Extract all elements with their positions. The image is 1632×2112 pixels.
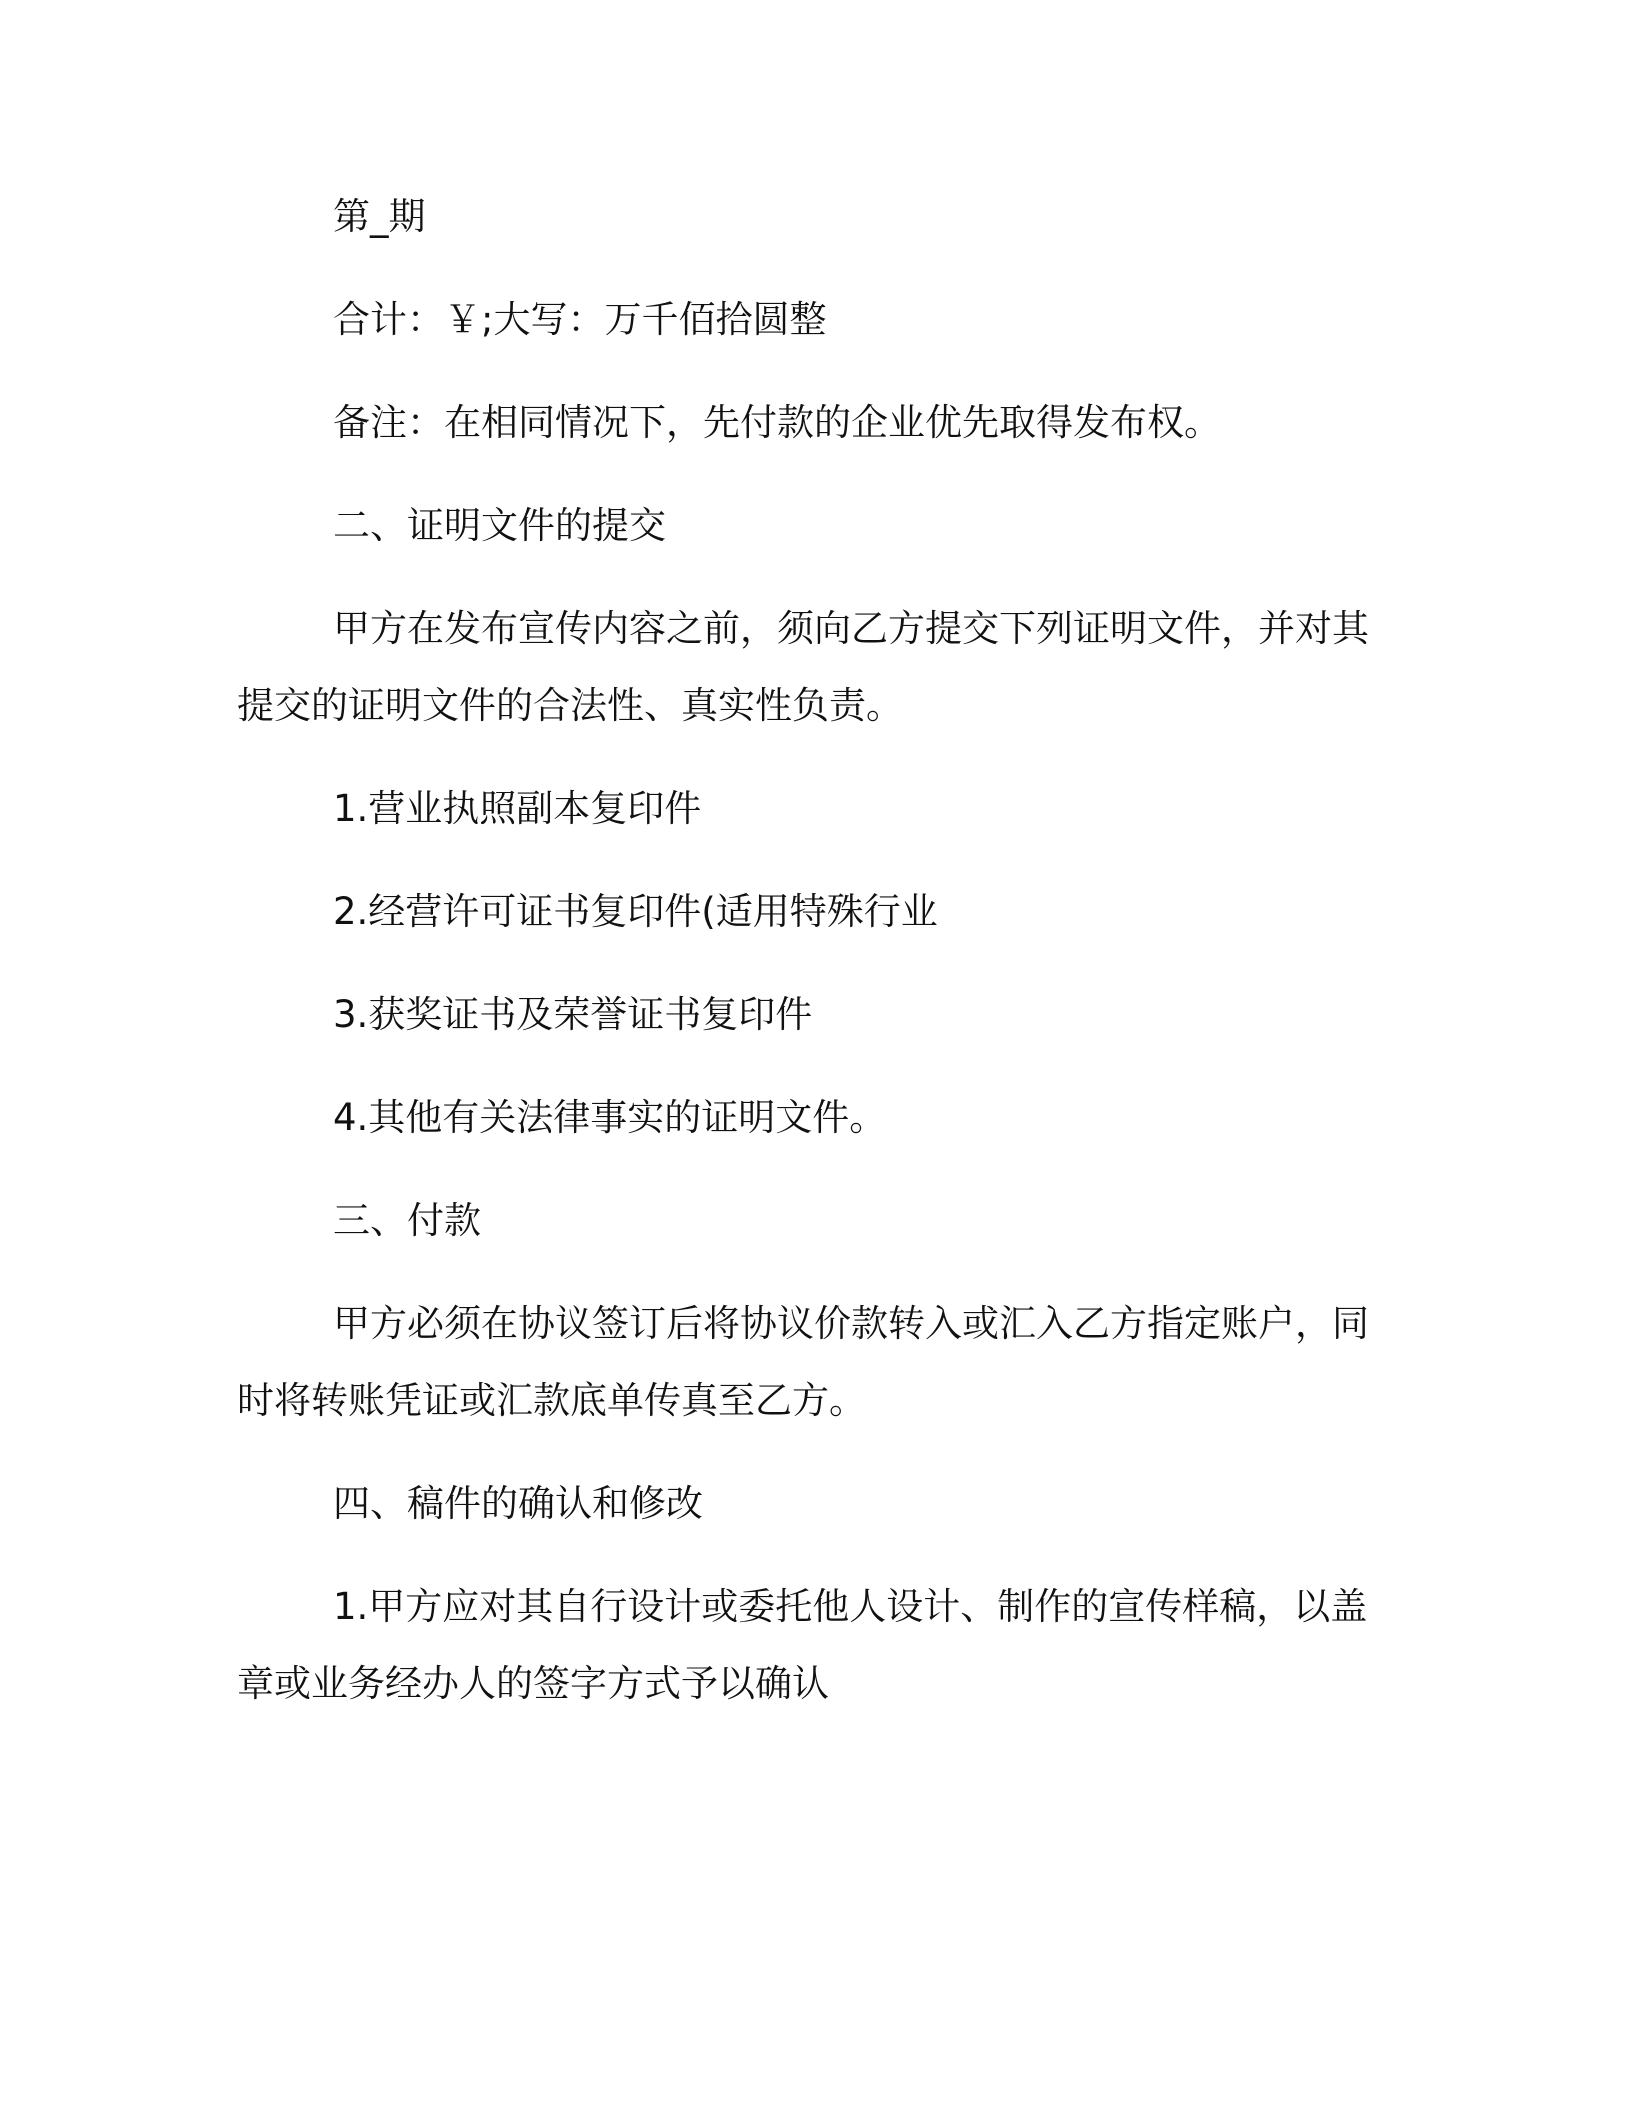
list-item-4: 4.其他有关法律事实的证明文件。 [333, 1096, 887, 1139]
total-amount-line: 合计：￥;大写：万千佰拾圆整 [333, 298, 827, 341]
issue-number-line: 第_期 [333, 195, 426, 238]
paragraph-line: 时将转账凭证或汇款底单传真至乙方。 [237, 1379, 866, 1422]
list-item-1: 1.营业执照副本复印件 [333, 787, 702, 830]
section-heading-4: 四、稿件的确认和修改 [333, 1482, 703, 1525]
section-heading-2: 二、证明文件的提交 [333, 504, 666, 547]
remark-line: 备注：在相同情况下，先付款的企业优先取得发布权。 [333, 401, 1221, 444]
paragraph-line: 1.甲方应对其自行设计或委托他人设计、制作的宣传样稿，以盖 [333, 1585, 1368, 1628]
list-item-2: 2.经营许可证书复印件(适用特殊行业 [333, 890, 938, 933]
paragraph-line: 章或业务经办人的签字方式予以确认 [237, 1662, 829, 1705]
paragraph-line: 甲方在发布宣传内容之前，须向乙方提交下列证明文件，并对其 [333, 607, 1369, 650]
section-heading-3: 三、付款 [333, 1199, 481, 1242]
list-item-3: 3.获奖证书及荣誉证书复印件 [333, 993, 813, 1036]
paragraph-line: 甲方必须在协议签订后将协议价款转入或汇入乙方指定账户，同 [333, 1302, 1369, 1345]
paragraph-line: 提交的证明文件的合法性、真实性负责。 [237, 684, 903, 727]
